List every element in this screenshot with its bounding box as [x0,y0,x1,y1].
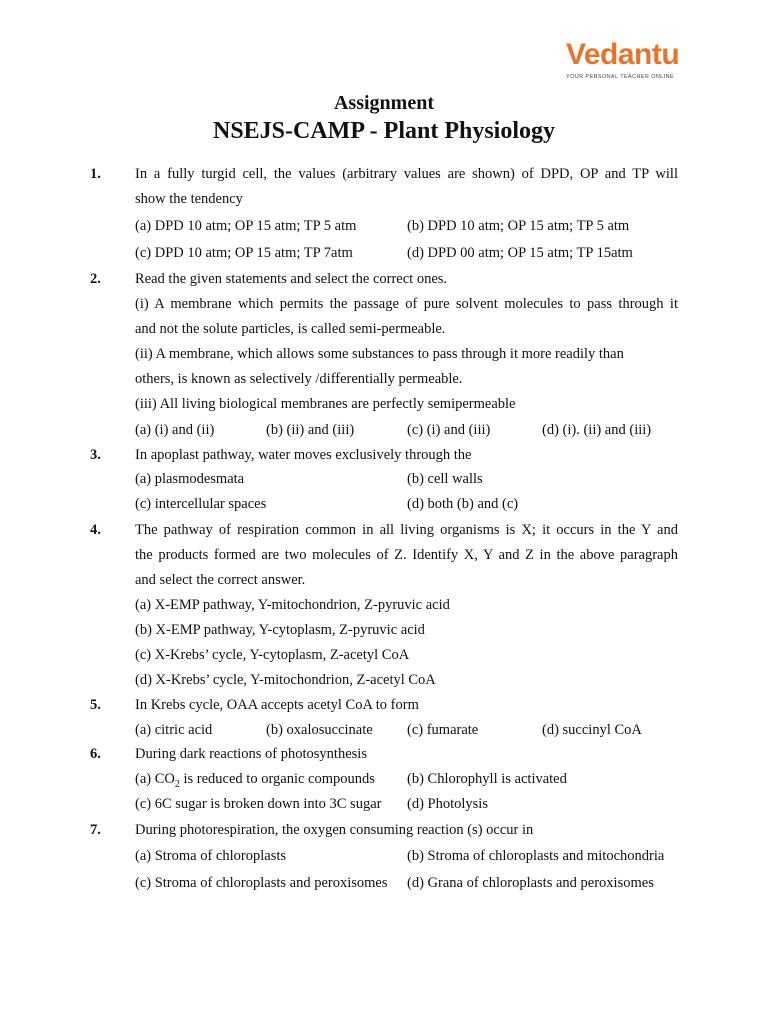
option-c: (c) fumarate [407,722,479,738]
option-a: (a) Stroma of chloroplasts [135,848,287,864]
option-c: (c) (i) and (iii) [407,422,491,438]
option-a: (a) (i) and (ii) [135,422,215,438]
option-c: (c) 6C sugar is broken down into 3C sugar [135,796,382,812]
subscript-2: 2 [174,778,180,790]
option-d: (d) Photolysis [407,796,488,812]
option-b: (b) X-EMP pathway, Y-cytoplasm, Z-pyruvic acid [135,622,425,638]
option-d: (d) (i). (ii) and (iii) [542,422,652,438]
option-d: (d) succinyl CoA [542,722,642,738]
statement-text: (i) A membrane which permits the passage of pure solvent molecules to pass through it [135,296,678,312]
question-text: The pathway of respiration common in all living organisms is X; it occurs in the Y and [135,522,678,538]
option-a [135,767,375,792]
vedantu-logo [566,40,678,80]
question-text: Read the given statements and select the correct ones. [135,271,448,287]
statement-text: (ii) A membrane, which allows some substances to pass through it more readily than [135,346,624,362]
question-number: 6. [90,746,101,762]
option-b: (b) DPD 10 atm; OP 15 atm; TP 5 atm [407,218,630,234]
option-a: (a) X-EMP pathway, Y-mitochondrion, Z-pyruvic acid [135,597,450,613]
question-text: show the tendency [135,191,243,207]
option-c: (c) DPD 10 atm; OP 15 atm; TP 7atm [135,245,353,261]
question-text: the products formed are two molecules of Z. Identify X, Y and Z in the above paragraph [135,547,678,563]
question-number: 7. [90,822,101,838]
option-d: (d) X-Krebs’ cycle, Y-mitochondrion, Z-acetyl CoA [135,672,436,688]
page-subtitle: NSEJS-CAMP - Plant Physiology [212,118,556,144]
question-text: In Krebs cycle, OAA accepts acetyl CoA to form [135,697,419,713]
option-b: (b) oxalosuccinate [266,722,373,738]
question-text: During dark reactions of photosynthesis [135,746,367,762]
question-text: and select the correct answer. [135,572,306,588]
option-c: (c) X-Krebs’ cycle, Y-cytoplasm, Z-acetyl CoA [135,647,410,663]
statement-text: and not the solute particles, is called semi-permeable. [135,321,446,337]
question-number: 3. [90,447,101,463]
statement-text: (iii) All living biological membranes are perfectly semipermeable [135,396,516,412]
option-b: (b) Chlorophyll is activated [407,771,567,787]
option-b: (b) (ii) and (iii) [266,422,355,438]
question-text: In apoplast pathway, water moves exclusively through the [135,447,472,463]
page-title: Assignment [333,92,434,114]
option-c: (c) intercellular spaces [135,496,267,512]
option-a: (a) citric acid [135,722,213,738]
option-b: (b) Stroma of chloroplasts and mitochondria [407,848,665,864]
option-d: (d) Grana of chloroplasts and peroxisomes [407,875,654,891]
question-number: 4. [90,522,101,538]
logo-brand: Vedantu [566,38,680,71]
statement-text: others, is known as selectively /differentially permeable. [135,371,463,387]
question-text: During photorespiration, the oxygen consuming reaction (s) occur in [135,822,534,838]
question-number: 1. [90,166,101,182]
option-a: (a) plasmodesmata [135,471,245,487]
option-b: (b) cell walls [407,471,483,487]
option-d: (d) both (b) and (c) [407,496,519,512]
logo-tagline: YOUR PERSONAL TEACHER ONLINE [566,74,675,80]
option-c: (c) Stroma of chloroplasts and peroxisomes [135,875,388,891]
question-number: 2. [90,271,101,287]
question-text: In a fully turgid cell, the values (arbitrary values are shown) of DPD, OP and TP will [135,166,678,182]
option-a-text: (a) CO [135,771,175,787]
option-a-text-rest: is reduced to organic compounds [179,771,375,787]
question-number: 5. [90,697,101,713]
option-a: (a) DPD 10 atm; OP 15 atm; TP 5 atm [135,218,357,234]
option-d: (d) DPD 00 atm; OP 15 atm; TP 15atm [407,245,633,261]
